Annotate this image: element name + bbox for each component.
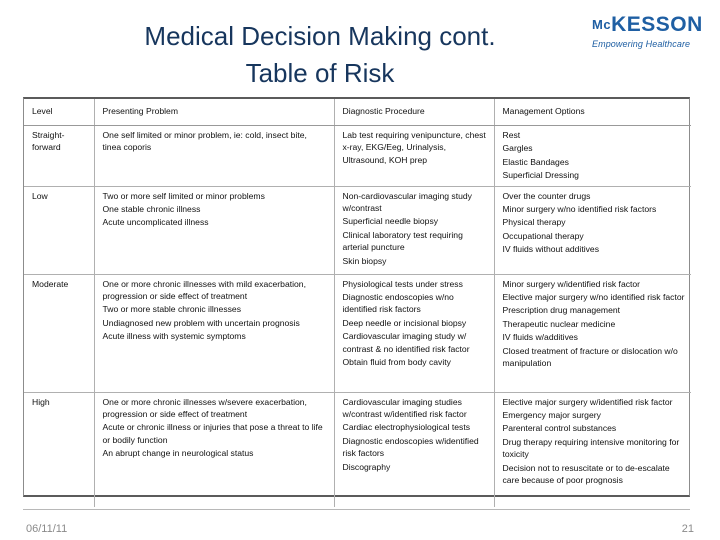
- cell-item: Obtain fluid from body cavity: [342, 357, 451, 368]
- cell-level: Straight-forward: [24, 126, 94, 187]
- slide-subtitle: Table of Risk: [245, 58, 395, 88]
- header-presenting-problem: Presenting Problem: [94, 99, 334, 126]
- logo-name: KESSON: [611, 13, 703, 36]
- cell-diagnostic: [334, 274, 494, 392]
- cell-item: Cardiovascular imaging study w/ contrast & no identified risk factor: [342, 331, 470, 354]
- cell-management: [494, 274, 691, 392]
- cell-item: Superficial needle biopsy: [342, 216, 439, 227]
- header-management-options: Management Options: [494, 99, 691, 126]
- cell-presenting: [94, 126, 334, 187]
- footer-date: 06/11/11: [26, 523, 68, 535]
- header-level: Level: [24, 99, 94, 126]
- cell-item: Acute or chronic illness or injuries that pose a threat to life or bodily function: [102, 422, 323, 445]
- footer-divider: [23, 509, 690, 510]
- risk-table: [24, 99, 691, 507]
- cell-item: Minor surgery w/identified risk factor: [502, 278, 641, 289]
- cell-item: Cardiac electrophysiological tests: [342, 422, 471, 433]
- cell-presenting: [94, 392, 334, 507]
- slide-title: Medical Decision Making cont.: [144, 21, 496, 51]
- cell-item: Elective major surgery w/identified risk factor: [502, 396, 673, 407]
- table-row: [24, 392, 691, 507]
- cell-item: Elastic Bandages: [502, 156, 569, 167]
- cell-diagnostic: [334, 126, 494, 187]
- logo-tagline: Empowering Healthcare: [592, 39, 691, 49]
- cell-management: [494, 186, 691, 274]
- cell-item: Diagnostic endoscopies w/identified risk factors: [342, 435, 479, 459]
- header-diagnostic-procedure: Diagnostic Procedure: [334, 99, 494, 126]
- cell-presenting: [94, 274, 334, 392]
- cell-item: One self limited or minor problem, ie: cold, insect bite, tinea coporis: [102, 130, 307, 153]
- cell-item: Elective major surgery w/no identified risk factor: [502, 292, 685, 303]
- cell-item: Cardiovascular imaging studies w/contrast w/identified risk factor: [342, 396, 467, 420]
- cell-item: Acute uncomplicated illness: [102, 217, 209, 228]
- cell-item: Rest: [502, 130, 521, 140]
- table-header-row: [24, 99, 691, 126]
- cell-level: Low: [24, 186, 94, 274]
- cell-item: One or more chronic illnesses with mild exacerbation, progression or side effect of treatment: [102, 278, 306, 302]
- cell-item: Gargles: [502, 143, 533, 154]
- cell-item: Clinical laboratory test requiring arterial puncture: [342, 229, 463, 253]
- logo-prefix: Mc: [592, 17, 612, 32]
- page-number: 21: [681, 523, 694, 535]
- cell-diagnostic: [334, 392, 494, 507]
- table-row: [24, 126, 691, 187]
- logo-wordmark: [592, 14, 714, 36]
- cell-item: Emergency major surgery: [502, 410, 601, 421]
- cell-item: Acute illness with systemic symptoms: [102, 331, 246, 342]
- cell-level: High: [32, 396, 50, 407]
- cell-item: Over the counter drugs: [502, 190, 591, 201]
- cell-item: Two or more stable chronic illnesses: [102, 304, 242, 315]
- cell-item: Physiological tests under stress: [342, 278, 463, 289]
- cell-item: Minor surgery w/no identified risk factors: [502, 204, 657, 215]
- table-row: [24, 274, 691, 392]
- cell-item: One stable chronic illness: [102, 204, 201, 215]
- cell-presenting: [94, 186, 334, 274]
- cell-item: Non-cardiovascular imaging study w/contrast: [342, 190, 472, 214]
- cell-item: Lab test requiring venipuncture, chest x-ray, EKG/Eeg, Urinalysis, Ultrasound, KOH prep: [342, 130, 486, 165]
- cell-item: Discography: [342, 461, 391, 472]
- cell-item: Physical therapy: [502, 217, 566, 228]
- cell-item: Undiagnosed new problem with uncertain prognosis: [102, 317, 300, 328]
- cell-item: An abrupt change in neurological status: [102, 448, 254, 459]
- cell-item: Occupational therapy: [502, 230, 584, 241]
- cell-item: One or more chronic illnesses w/severe exacerbation, progression or side effect of treatment: [102, 396, 307, 420]
- cell-item: Prescription drug management: [502, 305, 621, 316]
- cell-item: Skin biopsy: [342, 255, 387, 266]
- cell-item: Therapeutic nuclear medicine: [502, 318, 616, 329]
- table-body: [24, 126, 691, 508]
- risk-table-container: [23, 97, 690, 497]
- mckesson-logo: [592, 14, 714, 49]
- cell-item: IV fluids without additives: [502, 244, 599, 255]
- cell-management: [494, 392, 691, 507]
- cell-item: Superficial Dressing: [502, 170, 579, 181]
- cell-item: Closed treatment of fracture or dislocation w/o manipulation: [502, 345, 678, 369]
- cell-item: IV fluids w/additives: [502, 332, 578, 343]
- cell-item: Drug therapy requiring intensive monitoring for toxicity: [502, 436, 680, 460]
- table-row: [24, 186, 691, 274]
- cell-item: Decision not to resuscitate or to de-escalate care because of poor prognosis: [502, 462, 670, 486]
- cell-item: Deep needle or incisional biopsy: [342, 317, 467, 328]
- cell-diagnostic: [334, 186, 494, 274]
- cell-item: Diagnostic endoscopies w/no identified risk factors: [342, 292, 454, 315]
- cell-item: Two or more self limited or minor problems: [102, 190, 265, 201]
- cell-level: Moderate: [24, 274, 94, 392]
- cell-management: [494, 126, 691, 187]
- cell-item: Parenteral control substances: [502, 423, 617, 434]
